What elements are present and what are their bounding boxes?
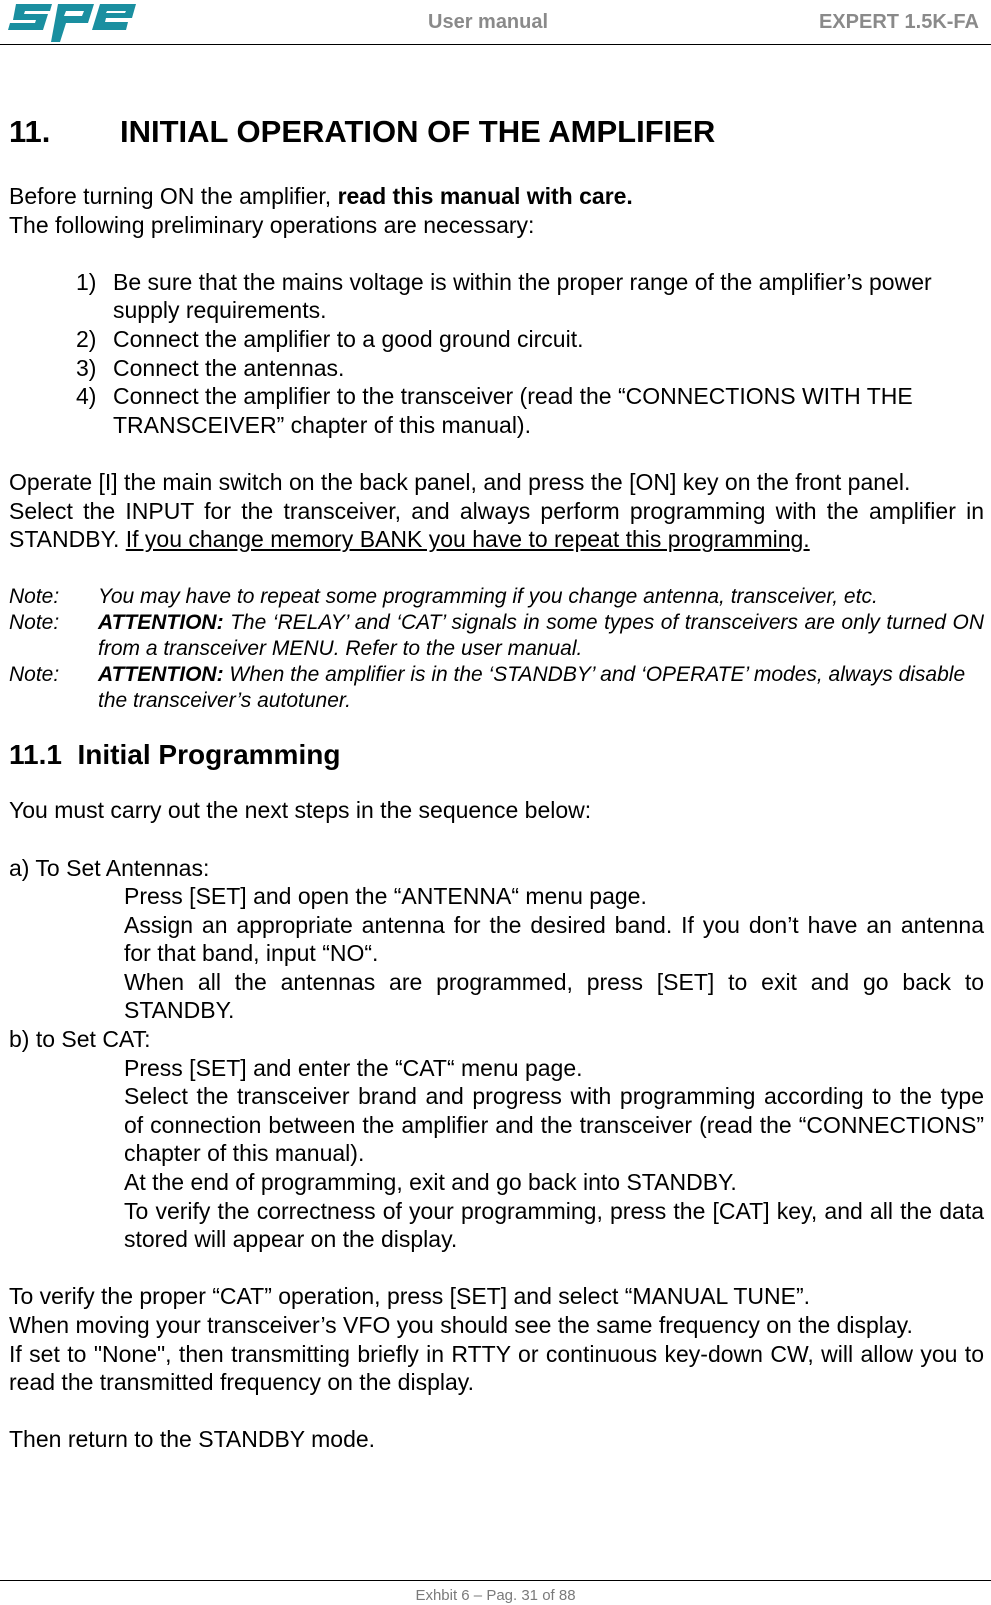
cat-step: At the end of programming, exit and go back into STANDBY.: [124, 1169, 737, 1196]
note-3: [9, 662, 984, 714]
list-item-text: Connect the antennas.: [113, 354, 345, 381]
page-content: [9, 112, 984, 1454]
note-label: Note:: [9, 585, 60, 609]
intro-plain: Before turning ON the amplifier,: [9, 183, 338, 209]
subsection-heading: [9, 738, 984, 772]
note-text: When the amplifier is in the ‘STANDBY’ and ‘OPERATE’ modes, always disable the transceiver’s autotuner.: [98, 663, 966, 713]
preliminary-steps-list: [9, 268, 984, 440]
subsection-title: Initial Programming: [77, 739, 341, 771]
cat-step: Press [SET] and enter the “CAT“ menu page.: [124, 1054, 583, 1081]
antennas-steps: [9, 882, 984, 1025]
note-1: [9, 584, 984, 610]
note-attention: ATTENTION:: [98, 663, 224, 687]
header-doc-type: User manual: [428, 11, 549, 33]
list-item-number: 2): [76, 325, 97, 352]
footer-page-number: Exhbit 6 – Pag. 31 of 88: [415, 1587, 576, 1604]
list-item-text: Be sure that the mains voltage is within the proper range of the amplifier’s power supply requirements.: [113, 268, 932, 324]
antennas-step: Press [SET] and open the “ANTENNA“ menu page.: [124, 883, 647, 910]
antennas-step: When all the antennas are programmed, press [SET] to exit and go back to STANDBY.: [124, 968, 984, 1024]
vfo-paragraph: When moving your transceiver’s VFO you should see the same frequency on the display.: [9, 1312, 913, 1338]
antennas-label: a) To Set Antennas:: [9, 854, 210, 881]
list-item: [76, 382, 984, 439]
cat-label: b) to Set CAT:: [9, 1026, 151, 1053]
operate-paragraph: Operate [I] the main switch on the back panel, and press the [ON] key on the front panel.: [9, 468, 911, 495]
page-header: [0, 0, 991, 45]
return-line: Then return to the STANDBY mode.: [9, 1426, 376, 1453]
subsection-number: 11.1: [9, 739, 62, 771]
list-item-number: 4): [76, 383, 97, 410]
list-item-number: 1): [76, 268, 97, 295]
list-item: [76, 325, 984, 354]
note-text: The ‘RELAY’ and ‘CAT’ signals in some types of transceivers are only turned ON from a transceiver MENU. Refer to the user manual.: [98, 611, 984, 661]
select-paragraph: [9, 497, 984, 554]
note-label: Note:: [9, 611, 60, 635]
spe-logo: [8, 2, 142, 42]
intro-line-2: The following preliminary operations are necessary:: [9, 211, 535, 238]
list-item-text: Connect the amplifier to a good ground circuit.: [113, 325, 584, 352]
section-heading: [9, 112, 984, 152]
verify-line: To verify the proper “CAT” operation, press [SET] and select “MANUAL TUNE”.: [9, 1283, 811, 1310]
list-item-number: 3): [76, 354, 97, 381]
subsection-intro: You must carry out the next steps in the sequence below:: [9, 797, 592, 824]
note-2: [9, 610, 984, 662]
intro-bold: read this manual with care.: [337, 183, 633, 209]
notes-block: [9, 584, 984, 714]
antennas-step: Assign an appropriate antenna for the desired band. If you don’t have an antenna for that band, input “NO“.: [124, 911, 984, 967]
cat-step: Select the transceiver brand and progress with programming according to the type of connection between the amplifier and the transceiver (read the “CONNECTIONS” chapter of this manual).: [124, 1083, 984, 1167]
note-label: Note:: [9, 663, 60, 687]
none-paragraph: If set to "None", then transmitting briefly in RTTY or continuous key-down CW, will allow you to read the transmitted frequency on the display.: [9, 1340, 984, 1396]
select-underlined-text: If you change memory BANK you have to repeat this programming.: [125, 526, 810, 553]
intro-line-1: [9, 182, 984, 211]
page-footer: [0, 1580, 991, 1604]
header-model: EXPERT 1.5K-FA: [818, 11, 979, 33]
list-item-text: Connect the amplifier to the transceiver (read the “CONNECTIONS WITH THE TRANSCEIVER” chapter of this manual).: [113, 383, 913, 438]
cat-steps: [9, 1054, 984, 1254]
list-item: [76, 354, 984, 383]
cat-step: To verify the correctness of your programming, press the [CAT] key, and all the data stored will appear on the display.: [124, 1197, 984, 1253]
select-text: Select the INPUT for the transceiver, and always perform programming with the amplifier in STANDBY.: [9, 497, 984, 553]
section-title: INITIAL OPERATION OF THE AMPLIFIER: [120, 114, 716, 149]
note-attention: ATTENTION:: [98, 611, 224, 635]
note-text: You may have to repeat some programming if you change antenna, transceiver, etc.: [98, 585, 878, 609]
list-item: [76, 268, 984, 325]
section-number: 11.: [9, 114, 51, 149]
